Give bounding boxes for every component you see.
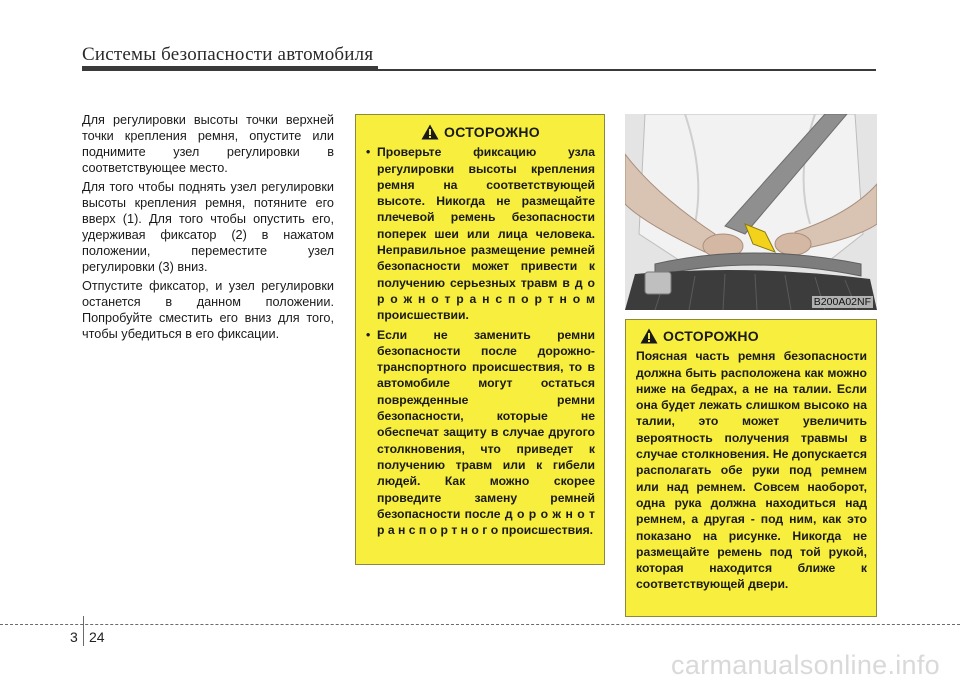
watermark: carmanualsonline.info <box>671 650 940 680</box>
footer-vertical-divider <box>83 616 84 646</box>
warning-title-1: ОСТОРОЖНО <box>444 124 540 140</box>
body-paragraph-3: Отпустите фиксатор, и узел регулировки останется в данном положении. Попробуйте сместить его вниз для того, чтобы убедиться в его фиксации. <box>82 279 334 341</box>
warning-text-2: Поясная часть ремня безопасности должна быть расположена как можно ниже на бедрах, а не на талии. Если она будет лежать слишком высоко на талии, это может увеличить вероятность получения травмы в случае столкновения. Не допускается располагать обе руки под ремнем или над ремнем. Совсем наоборот, одна рука должна находиться над ремнем, а другая - под ним, как это показано на рисунке. Никогда не размещайте ремень под той рукой, которая находится ближе к соответствующей двери. <box>636 349 867 592</box>
warning-item-text: Если не заменить ремни безопасности после дорожно-транспортного происшествия, то в автомобиле могут остаться поврежденные ремни безопасности, которые не обеспечат защиту в случае другого столкновения, что приведет к получению травм или к гибели людей. Как можно скорее проведите замену ремней безопасности после д о р о ж н о т р а н с п о р т н о г о происшествия. <box>377 327 595 538</box>
body-paragraph-2: Для того чтобы поднять узел регулировки высоты крепления ремня, потяните его вверх (1). Для того чтобы опустить его, удерживая фиксатор (2) в нажатом положении, переместите узел регулировки (3) вниз. <box>82 180 334 274</box>
warning-item-text: Проверьте фиксацию узла регулировки высоты крепления ремня на соответствующей высоте. Никогда не размещайте плечевой ремень безопасности поперек шеи или лица человека. Неправильное размещение ремней безопасности может привести к получению серьезных травм в д о р о ж н о т р а н с п о р т н о м происшествии. <box>377 145 595 323</box>
footer-divider <box>0 624 960 625</box>
warning-header-1 <box>366 124 595 140</box>
warning-list-1 <box>366 144 595 538</box>
bullet-icon: • <box>366 327 371 342</box>
chapter-number: 3 <box>70 629 78 645</box>
seatbelt-photo-icon <box>625 114 877 310</box>
header-rule-thick <box>82 66 378 71</box>
warning-box-2 <box>625 319 877 617</box>
warning-title-2: ОСТОРОЖНО <box>663 328 759 344</box>
warning-triangle-icon <box>421 124 439 140</box>
body-text-column <box>82 112 334 345</box>
page-number: 24 <box>89 629 105 645</box>
figure-code: B200A02NF <box>813 296 871 308</box>
bullet-icon: • <box>366 145 371 160</box>
warning-triangle-icon <box>640 328 658 344</box>
page-title: Системы безопасности автомобиля <box>82 44 374 65</box>
warning-item <box>366 144 595 323</box>
warning-item <box>366 327 595 539</box>
header-rule-thin <box>378 69 876 71</box>
warning-header-2 <box>636 328 867 344</box>
warning-box-1 <box>355 114 605 565</box>
seatbelt-figure <box>625 114 877 310</box>
body-paragraph-1: Для регулировки высоты точки верхней точки крепления ремня, опустите или поднимите узел регулировки в соответствующее место. <box>82 113 334 175</box>
